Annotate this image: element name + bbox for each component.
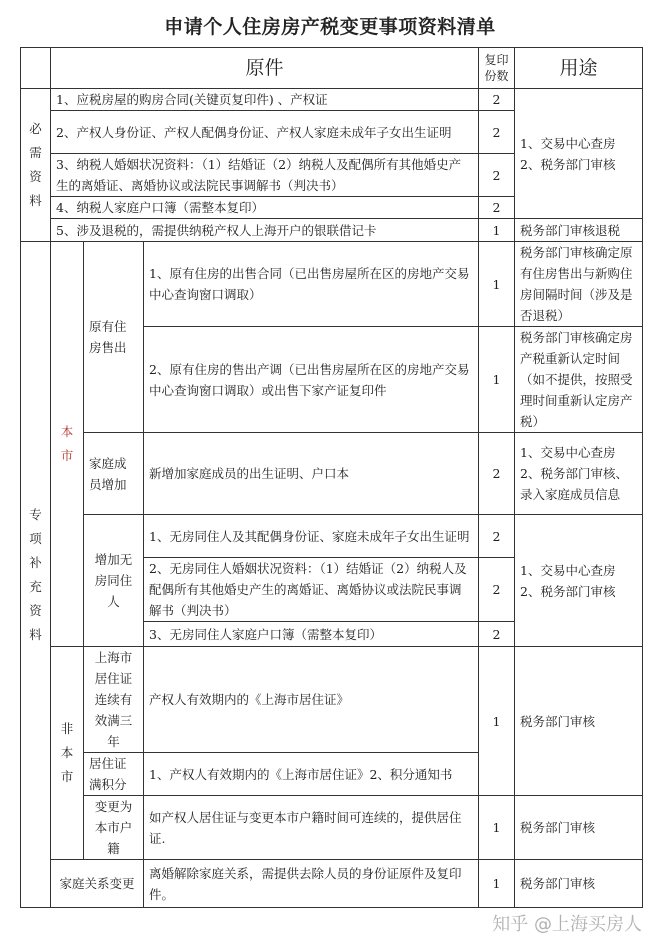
table-row xyxy=(21,433,643,515)
table-row xyxy=(21,219,643,242)
nonlocal-label: 非本市 xyxy=(60,721,74,784)
item-usage: 税务部门审核 xyxy=(515,796,643,860)
family-add-label: 家庭成员增加 xyxy=(84,433,144,515)
item-copies: 1 xyxy=(479,796,515,860)
item-copies: 1 xyxy=(479,647,515,796)
item-copies: 2 xyxy=(479,111,515,154)
item-usage: 税务部门审核退税 xyxy=(515,219,643,242)
header-blank xyxy=(21,48,51,89)
table-row xyxy=(21,647,643,753)
item-text: 3、纳税人婚姻状况资料：（1）结婚证（2）纳税人及配偶所有其他婚史产生的离婚证、离婚协议或法院民事调解书（判决书） xyxy=(51,154,479,197)
table-row xyxy=(21,89,643,111)
table-row xyxy=(21,860,643,908)
sale-label: 原有住房售出 xyxy=(84,242,144,433)
required-label: 必需资料 xyxy=(29,121,42,208)
table-row xyxy=(21,796,643,860)
header-copies: 复印份数 xyxy=(479,48,515,89)
header-usage: 用途 xyxy=(515,48,643,89)
supplementary-label-cell xyxy=(21,242,51,908)
item-text: 3、无房同住人家庭户口簿（需整本复印） xyxy=(144,622,479,647)
page-title: 申请个人住房房产税变更事项资料清单 xyxy=(164,16,496,38)
watermark: 知乎 @上海买房人 xyxy=(492,914,642,935)
item-text: 1、应税房屋的购房合同(关键页复印件) 、产权证 xyxy=(51,89,479,111)
family-change-label: 家庭关系变更 xyxy=(51,860,144,908)
item-copies: 2 xyxy=(479,197,515,219)
nonlocal-label-cell xyxy=(51,647,84,860)
item-copies: 2 xyxy=(479,89,515,111)
item-copies: 2 xyxy=(479,622,515,647)
item-text: 2、原有住房的售出产调（已出售房屋所在区的房地产交易中心查询窗口调取）或出售下家产证复印件 xyxy=(144,327,479,433)
item-usage: 税务部门审核确定原有住房售出与新购住房间隔时间（涉及是否退税） xyxy=(515,242,643,327)
permit3-label: 上海市居住证连续有效满三年 xyxy=(84,647,144,753)
item-text: 1、产权人有效期内的《上海市居住证》2、积分通知书 xyxy=(144,753,479,796)
local-label: 本市 xyxy=(60,424,74,463)
cohabitant-label: 增加无房同住人 xyxy=(84,515,144,647)
table-row xyxy=(21,242,643,327)
item-text: 如产权人居住证与变更本市户籍时间可连续的，提供居住证. xyxy=(144,796,479,860)
local-label-cell xyxy=(51,242,84,647)
item-text: 2、无房同住人婚姻状况资料：（1）结婚证（2）纳税人及配偶所有其他婚史产生的离婚证、离婚协议或法院民事调解书（判决书） xyxy=(144,558,479,622)
supplementary-label: 专项补充资料 xyxy=(29,506,42,642)
item-copies: 1 xyxy=(479,219,515,242)
item-text: 新增加家庭成员的出生证明、户口本 xyxy=(144,433,479,515)
item-text: 4、纳税人家庭户口簿（需整本复印） xyxy=(51,197,479,219)
points-label: 居住证满积分 xyxy=(84,753,144,796)
item-usage: 税务部门审核确定房产税重新认定时间（如不提供，按照受理时间重新认定房产税） xyxy=(515,327,643,433)
header-original: 原件 xyxy=(51,48,479,89)
item-copies: 2 xyxy=(479,558,515,622)
required-label-cell xyxy=(21,89,51,242)
item-text: 1、无房同住人及其配偶身份证、家庭未成年子女出生证明 xyxy=(144,515,479,558)
item-usage: 1、交易中心查房 2、税务部门审核 xyxy=(515,89,643,219)
item-copies: 1 xyxy=(479,242,515,327)
item-copies: 1 xyxy=(479,327,515,433)
item-text: 产权人有效期内的《上海市居住证》 xyxy=(144,647,479,753)
item-text: 5、涉及退税的，需提供纳税产权人上海开户的银联借记卡 xyxy=(51,219,479,242)
item-usage: 1、交易中心查房 2、税务部门审核 xyxy=(515,515,643,647)
item-copies: 2 xyxy=(479,515,515,558)
table-row xyxy=(21,515,643,558)
item-text: 离婚解除家庭关系，需提供去除人员的身份证原件及复印件。 xyxy=(144,860,479,908)
hukou-label: 变更为本市户籍 xyxy=(84,796,144,860)
item-text: 1、原有住房的出售合同（已出售房屋所在区的房地产交易中心查询窗口调取） xyxy=(144,242,479,327)
item-copies: 2 xyxy=(479,433,515,515)
item-usage: 税务部门审核 xyxy=(515,860,643,908)
item-copies: 2 xyxy=(479,154,515,197)
item-usage: 税务部门审核 xyxy=(515,647,643,796)
item-text: 2、产权人身份证、产权人配偶身份证、产权人家庭未成年子女出生证明 xyxy=(51,111,479,154)
header-row xyxy=(21,48,643,89)
item-usage: 1、交易中心查房 2、税务部门审核、录入家庭成员信息 xyxy=(515,433,643,515)
materials-table xyxy=(20,47,643,908)
item-copies: 1 xyxy=(479,860,515,908)
